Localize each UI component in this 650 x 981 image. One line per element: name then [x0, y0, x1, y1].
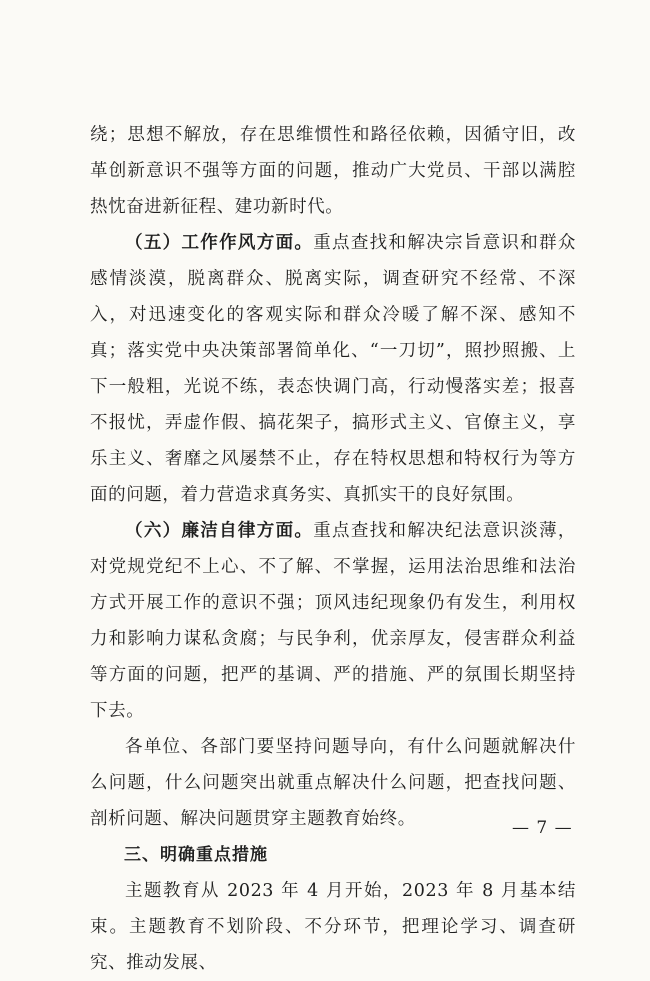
paragraph-text: 绕；思想不解放，存在思维惯性和路径依赖，因循守旧，改革创新意识不强等方面的问题，推动广大党员、干部以满腔热忱奋进新征程、建功新时代。: [90, 125, 576, 217]
paragraph-text: 重点查找和解决宗旨意识和群众感情淡漠，脱离群众、脱离实际，调查研究不经常、不深入，对迅速变化的客观实际和群众冷暖了解不深、感知不真；落实党中央决策部署简单化、“一刀切”，照抄照搬、上下一般粗，光说不练，表态快调门高，行动慢落实差；报喜不报忧，弄虚作假、搞花架子，搞形式主义、官僚主义，享乐主义、奢靡之风屡禁不止，存在特权思想和特权行为等方面的问题，着力营造求真务实、真抓实干的良好氛围。: [90, 233, 576, 505]
paragraph-integrity: [90, 513, 576, 729]
paragraph-problem-orientation: [90, 729, 576, 837]
paragraph-lead: （五）工作作风方面。: [125, 233, 314, 253]
paragraph-continuation: [90, 117, 576, 225]
body-text: [90, 117, 576, 981]
paragraph-work-style: [90, 225, 576, 513]
page-number: — 7 —: [512, 818, 573, 838]
paragraph-timeline: [90, 873, 576, 981]
paragraph-text: 主题教育从 2023 年 4 月开始，2023 年 8 月基本结束。主题教育不划阶段、不分环节，把理论学习、调查研究、推动发展、: [90, 881, 576, 973]
section-heading: 三、明确重点措施: [124, 845, 268, 865]
paragraph-text: 各单位、各部门要坚持问题导向，有什么问题就解决什么问题，什么问题突出就重点解决什么问题，把查找问题、剖析问题、解决问题贯穿主题教育始终。: [90, 737, 576, 829]
paragraph-text: 重点查找和解决纪法意识淡薄，对党规党纪不上心、不了解、不掌握，运用法治思维和法治方式开展工作的意识不强；顶风违纪现象仍有发生，利用权力和影响力谋私贪腐；与民争利，优亲厚友，侵害群众利益等方面的问题，把严的基调、严的措施、严的氛围长期坚持下去。: [90, 521, 576, 721]
paragraph-lead: （六）廉洁自律方面。: [125, 521, 314, 541]
